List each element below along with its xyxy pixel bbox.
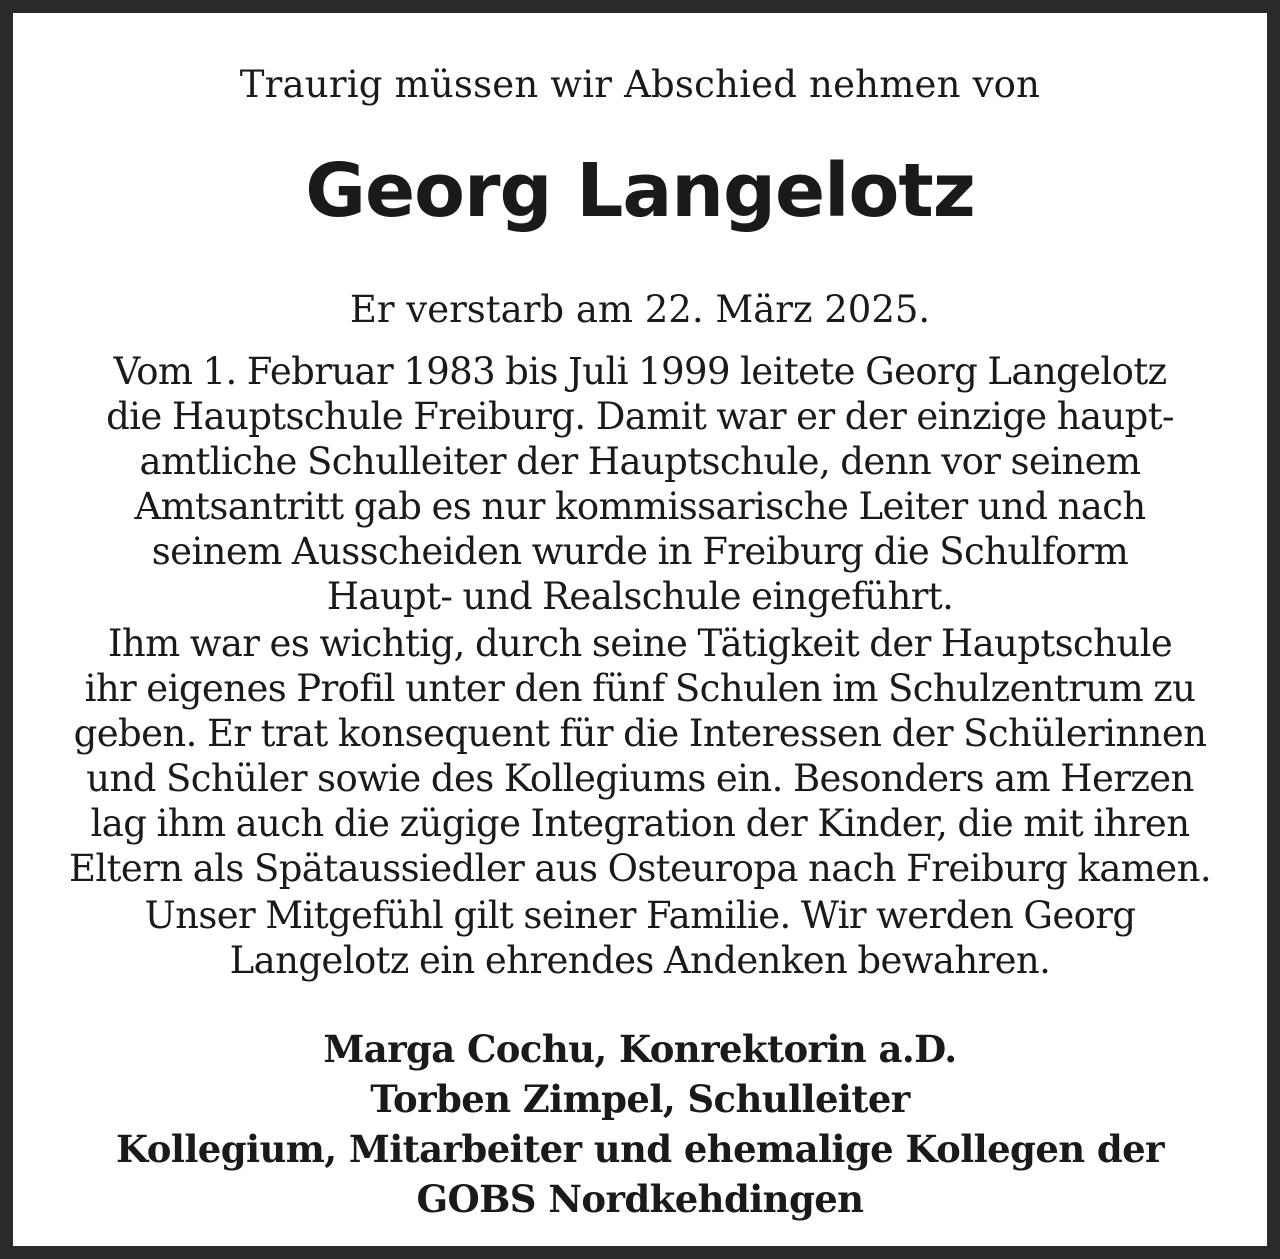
text-line: amtliche Schulleiter der Hauptschule, denn vor seinem — [139, 440, 1141, 483]
text-line: und Schüler sowie des Kollegiums ein. Besonders am Herzen — [86, 757, 1194, 800]
tribute-paragraph — [53, 621, 1227, 891]
signatory-line: Torben Zimpel, Schulleiter — [370, 1077, 910, 1121]
text-line: Ihm war es wichtig, durch seine Tätigkeit der Hauptschule — [107, 622, 1173, 665]
text-line: geben. Er trat konsequent für die Interessen der Schülerinnen — [73, 712, 1207, 755]
deceased-name: Georg Langelotz — [305, 148, 975, 234]
signatory-line: Marga Cochu, Konrektorin a.D. — [323, 1027, 957, 1071]
text-line: Vom 1. Februar 1983 bis Juli 1999 leitete Georg Langelotz — [113, 350, 1167, 393]
text-line: ihr eigenes Profil unter den fünf Schulen im Schulzentrum zu — [84, 667, 1196, 710]
condolence-paragraph — [53, 893, 1227, 983]
text-line: lag ihm auch die zügige Integration der Kinder, die mit ihren — [90, 802, 1190, 845]
text-line: Eltern als Spätaussiedler aus Osteuropa nach Freiburg kamen. — [69, 847, 1211, 890]
text-line: seinem Ausscheiden wurde in Freiburg die Schulform — [151, 530, 1129, 573]
text-line: die Hauptschule Freiburg. Damit war er der einzige haupt- — [106, 395, 1174, 438]
signature-block — [53, 1024, 1227, 1224]
text-line: Haupt- und Realschule eingeführt. — [326, 575, 954, 618]
intro-line: Traurig müssen wir Abschied nehmen von — [239, 63, 1041, 106]
text-line: Langelotz ein ehrendes Andenken bewahren. — [229, 939, 1051, 982]
date-of-death-line: Er verstarb am 22. März 2025. — [349, 288, 931, 331]
text-line: Amtsantritt gab es nur kommissarische Leiter und nach — [134, 485, 1146, 528]
signatory-line: Kollegium, Mitarbeiter und ehemalige Kollegen der — [116, 1127, 1164, 1171]
text-line: Unser Mitgefühl gilt seiner Familie. Wir werden Georg — [144, 894, 1136, 937]
biography-paragraph — [53, 349, 1227, 619]
signatory-line: GOBS Nordkehdingen — [416, 1177, 864, 1221]
